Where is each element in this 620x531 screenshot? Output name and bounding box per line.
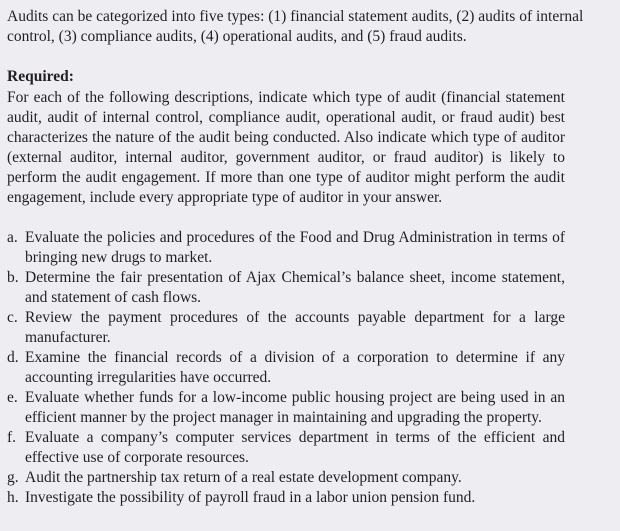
list-item bbox=[7, 308, 565, 348]
item-text: Examine the financial records of a division of a corporation to determine if any accounting irregularities have occurred. bbox=[25, 349, 565, 386]
item-text: Determine the fair presentation of Ajax Chemical’s balance sheet, income statement, and statement of cash flows. bbox=[25, 269, 565, 306]
item-text: Evaluate the policies and procedures of the Food and Drug Administration in terms of bringing new drugs to market. bbox=[25, 229, 565, 266]
item-letter: f. bbox=[7, 429, 17, 446]
required-heading: Required: bbox=[7, 68, 74, 85]
item-letter: d. bbox=[7, 349, 19, 366]
list-item bbox=[7, 428, 565, 468]
list-item bbox=[7, 388, 565, 428]
item-text: Audit the partnership tax return of a real estate development company. bbox=[25, 469, 462, 486]
item-letter: e. bbox=[7, 389, 18, 406]
item-text: Review the payment procedures of the accounts payable department for a large manufacturer. bbox=[25, 309, 565, 346]
item-letter: g. bbox=[7, 469, 19, 486]
item-text: Evaluate whether funds for a low-income public housing project are being used in an efficient manner by the project manager in maintaining and upgrading the property. bbox=[25, 389, 565, 426]
intro-paragraph: Audits can be categorized into five types: (1) financial statement audits, (2) audits of internal control, (3) compliance audits, (4) operational audits, and (5) fraud audits. bbox=[7, 8, 584, 45]
item-letter: a. bbox=[7, 229, 18, 246]
list-item bbox=[7, 348, 565, 388]
item-text: Investigate the possibility of payroll fraud in a labor union pension fund. bbox=[25, 489, 476, 506]
list-item bbox=[7, 268, 565, 308]
item-letter: c. bbox=[7, 309, 18, 326]
instructions-paragraph: For each of the following descriptions, indicate which type of audit (financial statement audit, audit of internal control, compliance audit, operational audit, or fraud audit) best characterizes the nature of the audit being conducted. Also indicate which type of auditor (external auditor, internal auditor, government auditor, or fraud auditor) is likely to perform the audit engagement. If more than one type of auditor might perform the audit engagement, include every appropriate type of auditor in your answer. bbox=[7, 89, 565, 206]
list-item bbox=[7, 488, 565, 508]
item-letter: h. bbox=[7, 489, 19, 506]
item-letter: b. bbox=[7, 269, 19, 286]
description-list bbox=[7, 228, 565, 508]
item-text: Evaluate a company’s computer services department in terms of the efficient and effective use of corporate resources. bbox=[25, 429, 565, 466]
list-item bbox=[7, 228, 565, 268]
list-item bbox=[7, 468, 565, 488]
